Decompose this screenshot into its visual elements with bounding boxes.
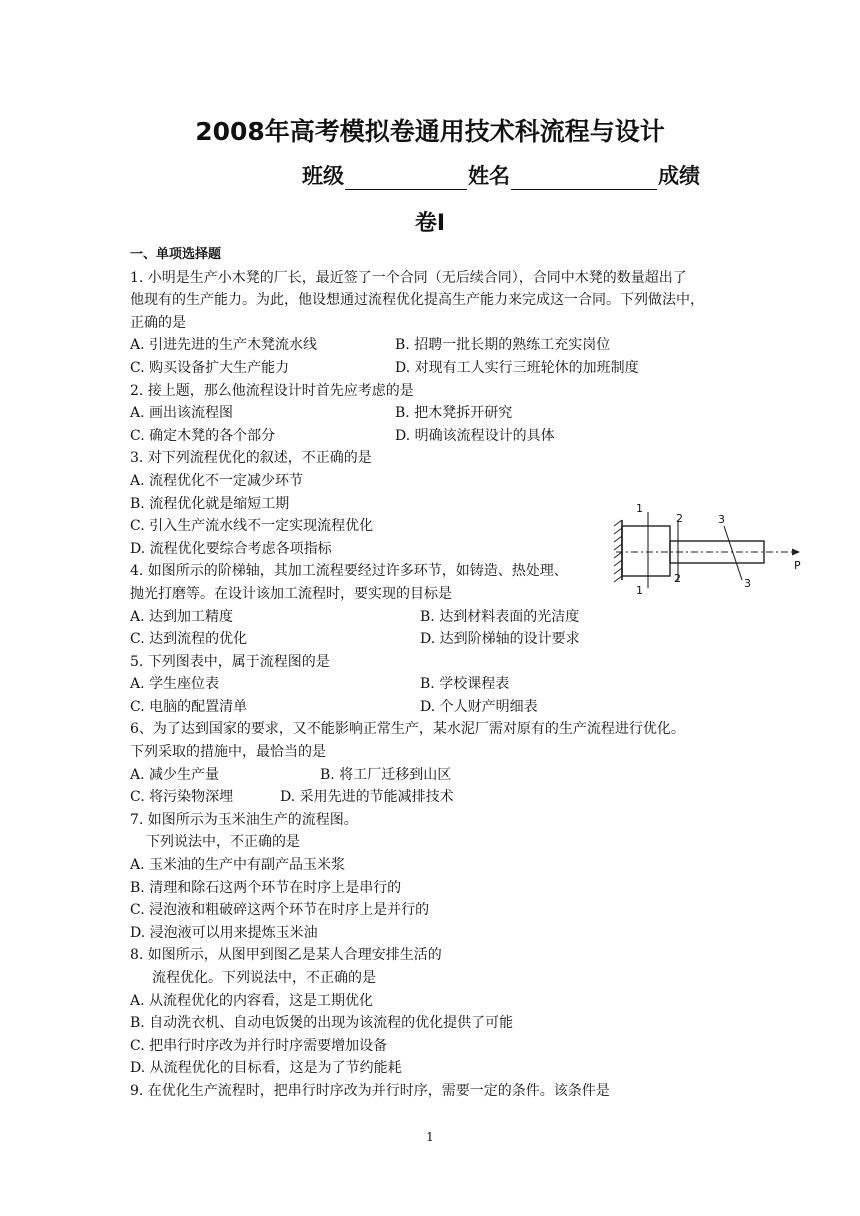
q7-option-d: D. 浸泡液可以用来提炼玉米油 bbox=[130, 924, 318, 941]
q8-stem-line1: 8. 如图所示，从图甲到图乙是某人合理安排生活的 bbox=[130, 947, 442, 964]
q3-option-d: D. 流程优化要综合考虑各项指标 bbox=[130, 540, 332, 557]
force-arrow bbox=[792, 549, 800, 556]
page-number: 1 bbox=[426, 1130, 434, 1144]
q2-option-a: A. 画出该流程图 bbox=[130, 405, 234, 422]
q7-option-c: C. 浸泡液和粗破碎这两个环节在时序上是并行的 bbox=[130, 902, 430, 919]
shaft-large-section bbox=[622, 526, 670, 576]
q7-option-b: B. 清理和除石这两个环节在时序上是串行的 bbox=[130, 879, 402, 896]
q3-option-b: B. 流程优化就是缩短工期 bbox=[130, 495, 290, 512]
name-blank bbox=[511, 167, 657, 190]
label-1-top: 1 bbox=[636, 502, 643, 515]
q5-option-b: B. 学校课程表 bbox=[420, 676, 510, 693]
q8-option-b: B. 自动洗衣机、自动电饭煲的出现为该流程的优化提供了可能 bbox=[130, 1015, 514, 1032]
q1-stem-line1: 1. 小明是生产小木凳的厂长，最近签了一个合同（无后续合同），合同中木凳的数量超出了 bbox=[130, 269, 687, 286]
q3-stem: 3. 对下列流程优化的叙述，不正确的是 bbox=[130, 450, 372, 467]
wall-hatching bbox=[614, 520, 622, 582]
section-line-3 bbox=[724, 526, 742, 580]
q6-options-row2 bbox=[130, 786, 740, 809]
q4-stem-line2: 抛光打磨等。在设计该加工流程时，要实现的目标是 bbox=[130, 585, 452, 602]
q1-options-row2 bbox=[130, 357, 740, 380]
q5-options-row2 bbox=[130, 696, 740, 719]
stepped-shaft-figure bbox=[608, 496, 818, 600]
q2-option-c: C. 确定木凳的各个部分 bbox=[130, 427, 276, 444]
q4-option-a: A. 达到加工精度 bbox=[130, 608, 234, 625]
q8-option-c: C. 把串行时序改为并行时序需要增加设备 bbox=[130, 1037, 388, 1054]
q6-option-c: C. 将污染物深埋 bbox=[130, 789, 234, 806]
q7-stem-line1: 7. 如图所示为玉米油生产的流程图。 bbox=[130, 811, 358, 828]
q3-option-a: A. 流程优化不一定减少环节 bbox=[130, 472, 304, 489]
q7-stem-line2: 下列说法中，不正确的是 bbox=[146, 834, 300, 851]
q6-option-b: B. 将工厂迁移到山区 bbox=[320, 766, 452, 783]
q2-options-row2 bbox=[130, 425, 740, 448]
q5-option-d: D. 个人财产明细表 bbox=[420, 698, 538, 715]
q1-option-a: A. 引进先进的生产木凳流水线 bbox=[130, 337, 318, 354]
q1-stem-line3: 正确的是 bbox=[130, 314, 186, 331]
q4-option-c: C. 达到流程的优化 bbox=[130, 631, 248, 648]
q4-option-d: D. 达到阶梯轴的设计要求 bbox=[420, 631, 580, 648]
q6-option-a: A. 减少生产量 bbox=[130, 766, 220, 783]
q6-stem-line2: 下列采取的措施中，最恰当的是 bbox=[130, 744, 326, 761]
q1-option-c: C. 购买设备扩大生产能力 bbox=[130, 359, 290, 376]
label-3-top: 3 bbox=[718, 513, 725, 526]
q6-option-d: D. 采用先进的节能减排技术 bbox=[280, 789, 454, 806]
student-info-line bbox=[302, 160, 700, 190]
q4-options-row2 bbox=[130, 628, 740, 651]
q6-stem-line1: 6、为了达到国家的要求，又不能影响正常生产，某水泥厂需对原有的生产流程进行优化。 bbox=[130, 721, 685, 738]
question-body bbox=[130, 244, 740, 1103]
q5-stem: 5. 下列图表中，属于流程图的是 bbox=[130, 653, 330, 670]
label-2-top: 2 bbox=[676, 512, 683, 525]
q2-options-row1 bbox=[130, 402, 740, 425]
class-label: 班级 bbox=[302, 164, 344, 188]
q1-stem-line2: 他现有的生产能力。为此，他设想通过流程优化提高生产能力来完成这一合同。下列做法中， bbox=[130, 292, 704, 309]
label-1-bottom: 1 bbox=[636, 584, 643, 597]
q4-stem-line1: 4. 如图所示的阶梯轴，其加工流程要经过许多环节，如铸造、热处理、 bbox=[130, 563, 568, 580]
q8-option-a: A. 从流程优化的内容看，这是工期优化 bbox=[130, 992, 374, 1009]
label-2-bottom: 2 bbox=[674, 572, 681, 585]
q6-options-row1 bbox=[130, 764, 740, 787]
class-blank bbox=[345, 167, 467, 190]
score-label: 成绩 bbox=[658, 164, 700, 188]
q2-stem: 2. 接上题，那么他流程设计时首先应考虑的是 bbox=[130, 382, 414, 399]
label-3-bottom: 3 bbox=[744, 577, 751, 590]
q8-stem-line2: 流程优化。下列说法中，不正确的是 bbox=[152, 970, 376, 986]
name-label: 姓名 bbox=[468, 164, 510, 188]
q9-stem: 9. 在优化生产流程时，把串行时序改为并行时序，需要一定的条件。该条件是 bbox=[130, 1082, 610, 1099]
page-title: 2008年高考模拟卷通用技术科流程与设计 bbox=[195, 117, 665, 146]
q8-option-d: D. 从流程优化的目标看，这是为了节约能耗 bbox=[130, 1060, 402, 1077]
q1-options-row1 bbox=[130, 334, 740, 357]
q5-options-row1 bbox=[130, 673, 740, 696]
paper-section-heading: 卷Ⅰ bbox=[414, 211, 446, 236]
q2-option-b: B. 把木凳拆开研究 bbox=[395, 405, 513, 422]
q4-option-b: B. 达到材料表面的光洁度 bbox=[420, 608, 580, 625]
q5-option-c: C. 电脑的配置清单 bbox=[130, 698, 248, 715]
label-p: P bbox=[794, 559, 801, 572]
section-heading: 一、单项选择题 bbox=[130, 247, 222, 262]
q5-option-a: A. 学生座位表 bbox=[130, 676, 220, 693]
q1-option-b: B. 招聘一批长期的熟练工充实岗位 bbox=[395, 337, 611, 354]
q1-option-d: D. 对现有工人实行三班轮休的加班制度 bbox=[395, 359, 639, 376]
q4-options-row1 bbox=[130, 606, 740, 629]
q7-option-a: A. 玉米油的生产中有副产品玉米浆 bbox=[130, 857, 346, 874]
q2-option-d: D. 明确该流程设计的具体 bbox=[395, 427, 555, 444]
q3-option-c: C. 引入生产流水线不一定实现流程优化 bbox=[130, 518, 374, 535]
